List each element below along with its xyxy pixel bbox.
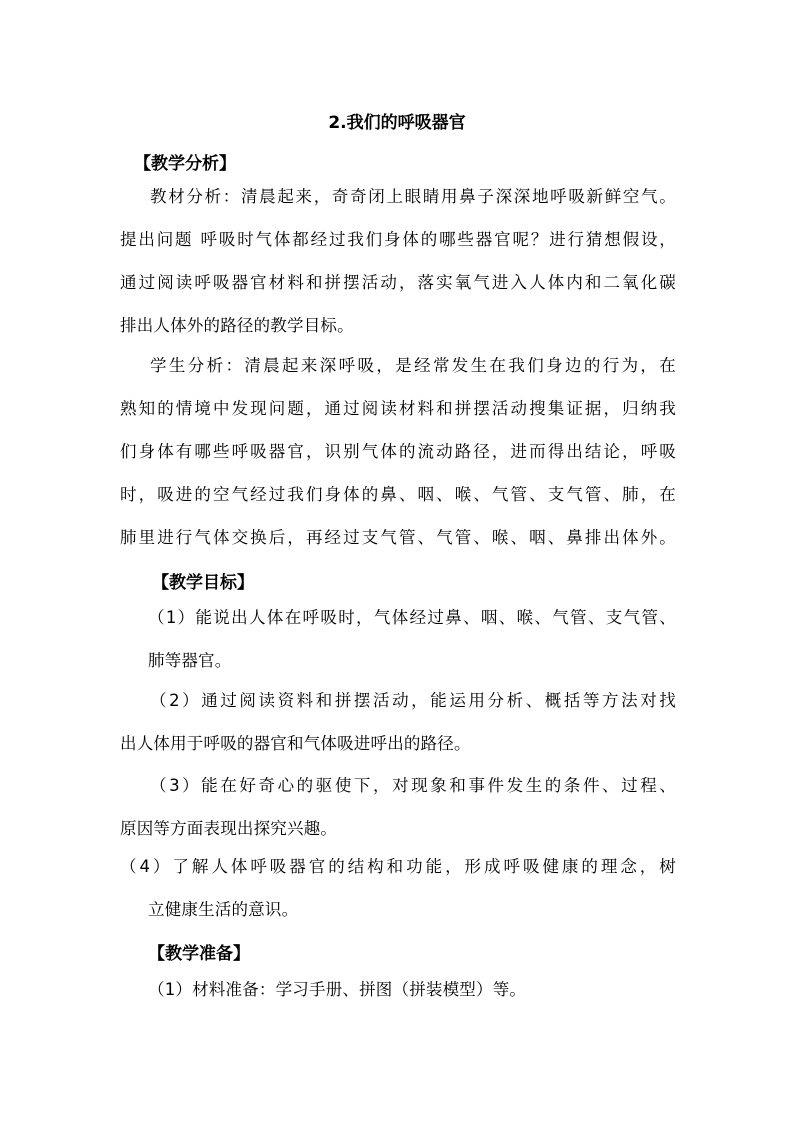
material-analysis-paragraph <box>120 175 676 347</box>
paragraph-line: 们身体有哪些呼吸器官，识别气体的流动路径，进而得出结论，呼吸 <box>120 442 676 461</box>
paragraph-line: 学生分析：清晨起来深呼吸，是经常发生在我们身边的行为，在 <box>150 356 676 375</box>
paragraph-line: （4）了解人体呼吸器官的结构和功能，形成呼吸健康的理念，树 <box>120 857 676 876</box>
paragraph-line: 立健康生活的意识。 <box>148 900 299 919</box>
paragraph-line: 提出问题 呼吸时气体都经过我们身体的哪些器官呢？进行猜想假设， <box>120 230 676 249</box>
student-analysis-paragraph <box>120 344 676 559</box>
goal-item-3 <box>120 764 676 850</box>
paragraph-line: 原因等方面表现出探究兴趣。 <box>120 819 338 838</box>
paragraph-line: 时，吸进的空气经过我们身体的鼻、咽、喉、气管、支气管、肺，在 <box>120 485 676 504</box>
paragraph-line: 通过阅读呼吸器官材料和拼摆活动，落实氧气进入人体内和二氧化碳 <box>120 273 676 292</box>
paragraph-line: 肺里进行气体交换后，再经过支气管、气管、喉、咽、鼻排出体外。 <box>120 528 676 547</box>
paragraph-line: 排出人体外的路径的教学目标。 <box>120 316 354 335</box>
paragraph-line: （2）通过阅读资料和拼摆活动，能运用分析、概括等方法对找 <box>150 691 676 710</box>
section-heading-analysis: 【教学分析】 <box>134 154 236 174</box>
goal-item-4 <box>120 845 676 931</box>
section-heading-goals: 【教学目标】 <box>152 573 254 593</box>
document-title: 2.我们的呼吸器官 <box>328 113 466 133</box>
goal-item-2 <box>120 679 676 765</box>
paragraph-line: （1）能说出人体在呼吸时，气体经过鼻、咽、喉、气管、支气管、 <box>148 608 676 627</box>
paragraph-line: 肺等器官。 <box>148 651 232 670</box>
paragraph-line: 熟知的情境中发现问题，通过阅读材料和拼摆活动搜集证据，归纳我 <box>120 399 676 418</box>
preparation-item-1 <box>148 968 676 1011</box>
paragraph-line: （3）能在好奇心的驱使下，对现象和事件发生的条件、过程、 <box>150 776 676 795</box>
paragraph-line: （1）材料准备：学习手册、拼图（拼装模型）等。 <box>148 980 527 999</box>
paragraph-line: 出人体用于呼吸的器官和气体吸进呼出的路径。 <box>120 734 471 753</box>
section-heading-preparation: 【教学准备】 <box>148 944 250 964</box>
goal-item-1 <box>148 596 676 682</box>
paragraph-line: 教材分析：清晨起来，奇奇闭上眼睛用鼻子深深地呼吸新鲜空气。 <box>150 187 676 206</box>
